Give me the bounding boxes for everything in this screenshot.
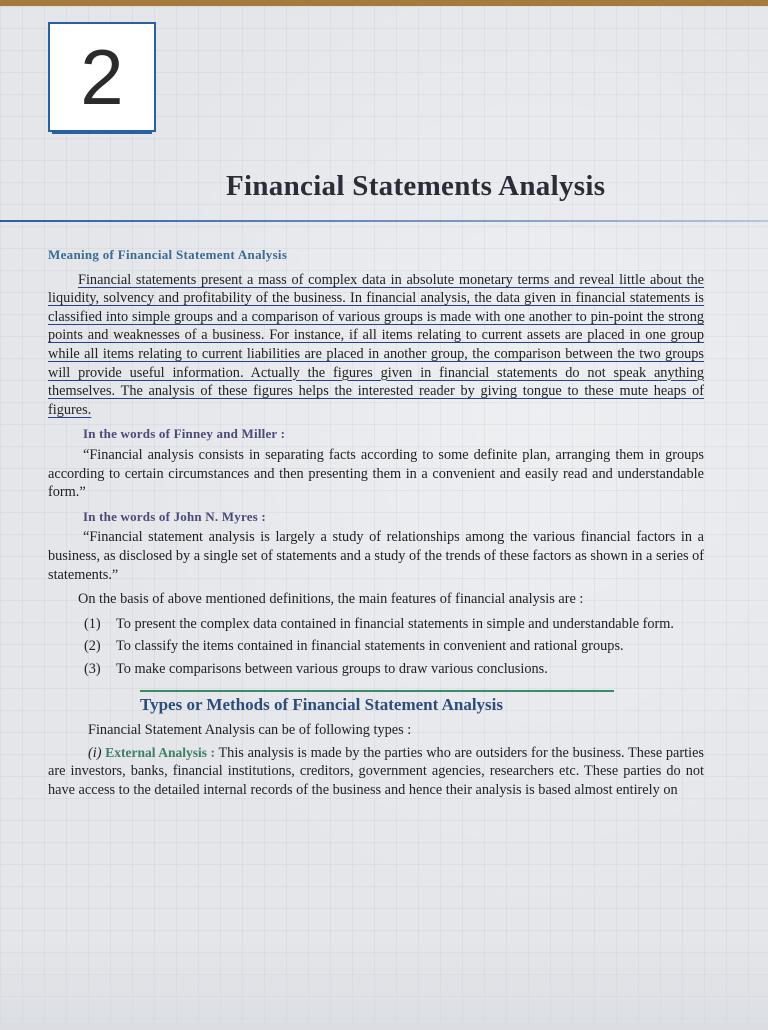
page-bottom-shading xyxy=(0,936,768,1030)
external-analysis-number: (i) xyxy=(88,744,102,761)
chapter-number-box xyxy=(48,22,156,140)
quote-finney-miller: “Financial analysis consists in separating facts according to some definite plan, arranging them in groups according to certain circumstances and then presenting them in a convenient and easily read and understandable form.” xyxy=(48,446,704,501)
chapter-number: 2 xyxy=(80,33,124,121)
types-intro: Financial Statement Analysis can be of following types : xyxy=(88,722,412,739)
list-item-text: To make comparisons between various groups to draw various conclusions. xyxy=(116,660,548,677)
list-item-number: (3) xyxy=(84,660,101,677)
intro-paragraph-text: Financial statements present a mass of complex data in absolute monetary terms and reveal little about the liquidity, solvency and profitability of the business. In financial analysis, the data given in financial statements is classified into simple groups and a comparison of various groups is made with one another to pin-point the strong points and weaknesses of a business. For instance, if all items relating to current assets are placed in one group while all items relating to current liabilities are placed in another group, the comparison between the two groups will provide useful information. Actually the figures given in financial statements do not speak anything themselves. The analysis of these figures helps the interested reader by giving tongue to these mute heaps of figures. xyxy=(48,271,704,418)
title-rule xyxy=(0,220,768,222)
quote-john-myres: “Financial statement analysis is largely a study of relationships among the various financial factors in a business, as disclosed by a single set of statements and a study of the trends of these factors as shown in a series of statements.” xyxy=(48,529,704,583)
list-item-text: To classify the items contained in financial statements in convenient and rational groups. xyxy=(116,638,624,655)
types-heading: Types or Methods of Financial Statement Analysis xyxy=(140,695,503,715)
external-analysis-label: External Analysis : xyxy=(105,744,215,760)
list-item xyxy=(84,660,704,679)
list-item-number: (1) xyxy=(84,615,101,632)
features-list xyxy=(48,615,704,679)
book-page xyxy=(0,6,768,1024)
types-heading-rule xyxy=(140,690,614,692)
external-analysis-text: This analysis is made by the parties who are outsiders for the business. These parties are investors, banks, financial institutions, creditors, government agencies, researchers etc. These parties do not have access to the detailed internal records of the business and hence their analysis is based almost entirely on xyxy=(48,744,704,798)
chapter-box-face xyxy=(48,22,156,132)
quote-intro-finney-miller: In the words of Finney and Miller : xyxy=(83,426,286,442)
section-heading-meaning: Meaning of Financial Statement Analysis xyxy=(48,247,288,262)
page-content xyxy=(48,246,704,799)
features-intro: On the basis of above mentioned definitions, the main features of financial analysis are : xyxy=(78,591,584,608)
quote-intro-john-myres: In the words of John N. Myres : xyxy=(83,508,266,524)
list-item xyxy=(84,637,704,656)
chapter-title: Financial Statements Analysis xyxy=(226,170,606,202)
intro-paragraph xyxy=(48,271,704,420)
external-analysis-paragraph xyxy=(48,744,704,800)
list-item-text: To present the complex data contained in financial statements in simple and understandable form. xyxy=(116,615,674,632)
list-item xyxy=(84,615,704,634)
list-item-number: (2) xyxy=(84,638,101,655)
